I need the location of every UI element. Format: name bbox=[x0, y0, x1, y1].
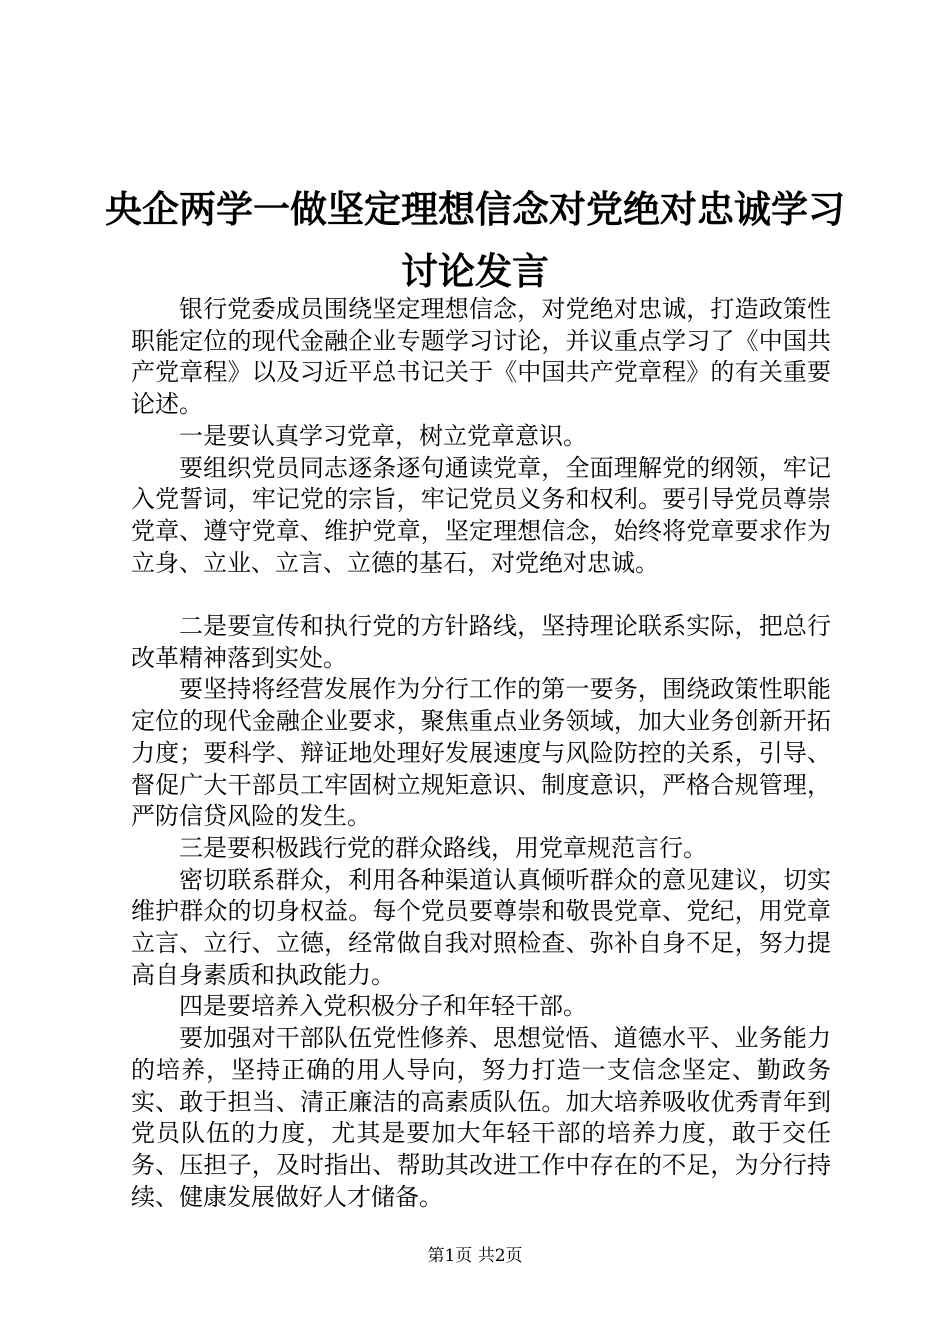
document-title bbox=[0, 178, 950, 302]
title-line-1: 央企两学一做坚定理想信念对党绝对忠诚学习 bbox=[105, 187, 845, 231]
paragraph-intro: 银行党委成员围绕坚定理想信念，对党绝对忠诚，打造政策性职能定位的现代金融企业专题学习讨论，并议重点学习了《中国共产党章程》以及习近平总书记关于《中国共产党章程》的有关重要论述。 bbox=[131, 295, 831, 419]
paragraph-heading-3: 三是要积极践行党的群众路线，用党章规范言行。 bbox=[179, 833, 707, 862]
title-line-2: 讨论发言 bbox=[401, 249, 549, 293]
document-body bbox=[131, 294, 831, 1213]
paragraph-body-2: 要坚持将经营发展作为分行工作的第一要务，围绕政策性职能定位的现代金融企业要求，聚焦重点业务领域，加大业务创新开拓力度；要科学、辩证地处理好发展速度与风险防控的关系，引导、督促广大干部员工牢固树立规矩意识、制度意识，严格合规管理，严防信贷风险的发生。 bbox=[131, 675, 831, 831]
paragraph-body-1: 要组织党员同志逐条逐句通读党章，全面理解党的纲领，牢记入党誓词，牢记党的宗旨，牢记党员义务和权利。要引导党员尊崇党章、遵守党章、维护党章，坚定理想信念，始终将党章要求作为立身、立业、立言、立德的基石，对党绝对忠诚。 bbox=[131, 453, 831, 577]
paragraph-heading-1: 一是要认真学习党章，树立党章意识。 bbox=[179, 421, 587, 450]
paragraph-body-3: 密切联系群众，利用各种渠道认真倾听群众的意见建议，切实维护群众的切身权益。每个党员要尊崇和敬畏党章、党纪，用党章立言、立行、立德，经常做自我对照检查、弥补自身不足，努力提高自身素质和执政能力。 bbox=[131, 865, 831, 989]
page-footer: 第1页 共2页 bbox=[427, 1246, 523, 1266]
paragraph-body-4: 要加强对干部队伍党性修养、思想觉悟、道德水平、业务能力的培养，坚持正确的用人导向，努力打造一支信念坚定、勤政务实、敢于担当、清正廉洁的高素质队伍。加大培养吸收优秀青年到党员队伍的力度，尤其是要加大年轻干部的培养力度，敢于交任务、压担子，及时指出、帮助其改进工作中存在的不足，为分行持续、健康发展做好人才储备。 bbox=[131, 1024, 831, 1211]
paragraph-heading-2: 二是要宣传和执行党的方针路线，坚持理论联系实际，把总行改革精神落到实处。 bbox=[131, 612, 831, 672]
paragraph-heading-4: 四是要培养入党积极分子和年轻干部。 bbox=[179, 992, 587, 1021]
